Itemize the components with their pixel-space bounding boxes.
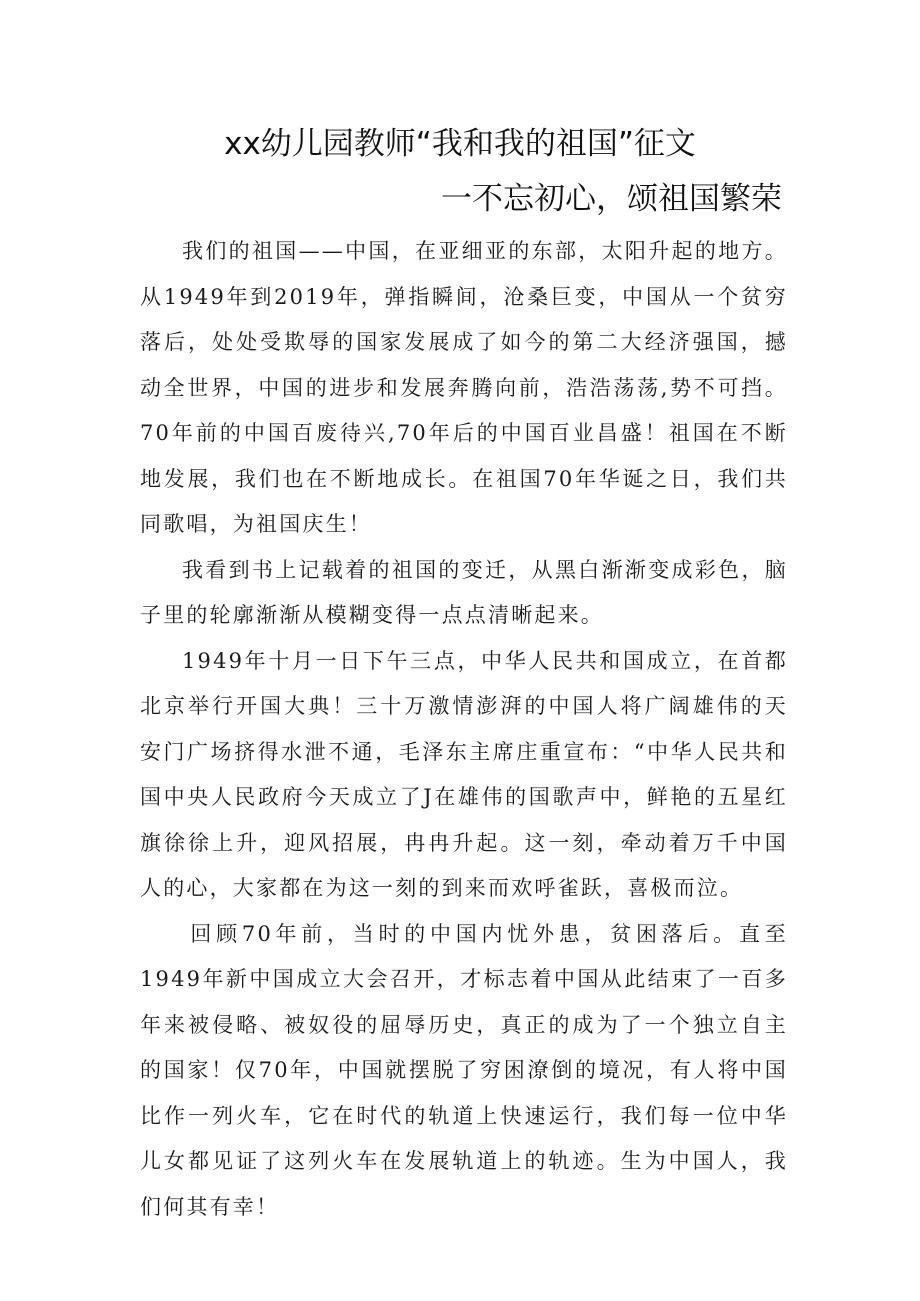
- document-title: xx幼儿园教师“我和我的祖国”征文: [224, 126, 696, 162]
- paragraph: 我们的祖国——中国，在亚细亚的东部，太阳升起的地方。从1949年到2019年，弹指瞬间，沧桑巨变，中国从一个贫穷落后，处处受欺辱的国家发展成了如今的第二大经济强国，撼动全世界，中国的进步和发展奔腾向前，浩浩荡荡,势不可挡。70年前的中国百废待兴,70年后的中国百业昌盛！祖国在不断地发展，我们也在不断地成长。在祖国70年华诞之日，我们共同歌唱，为祖国庆生！: [140, 239, 788, 536]
- paragraph: 回顾70年前，当时的中国内忧外患，贫困落后。直至1949年新中国成立大会召开，才标志着中国从此结束了一百多年来被侵略、被奴役的屈辱历史，真正的成为了一个独立自主的国家！仅70年，中国就摆脱了穷困潦倒的境况，有人将中国比作一列火车，它在时代的轨道上快速运行，我们每一位中华儿女都见证了这列火车在发展轨道上的轨迹。生为中国人，我们何其有幸！: [140, 921, 788, 1219]
- paragraph: 我看到书上记载着的祖国的变迁，从黑白渐渐变成彩色，脑子里的轮廓渐渐从模糊变得一点点清晰起来。: [140, 557, 788, 627]
- document-subtitle: 一不忘初心，颂祖国繁荣: [441, 181, 782, 217]
- document-body: [140, 229, 788, 1230]
- paragraph: 1949年十月一日下午三点，中华人民共和国成立，在首都北京举行开国大典！三十万激情澎湃的中国人将广阔雄伟的天安门广场挤得水泄不通，毛泽东主席庄重宣布：“中华人民共和国中央人民政府今天成立了J在雄伟的国歌声中，鲜艳的五星红旗徐徐上升，迎风招展，冉冉升起。这一刻，牵动着万千中国人的心，大家都在为这一刻的到来而欢呼雀跃，喜极而泣。: [140, 648, 788, 900]
